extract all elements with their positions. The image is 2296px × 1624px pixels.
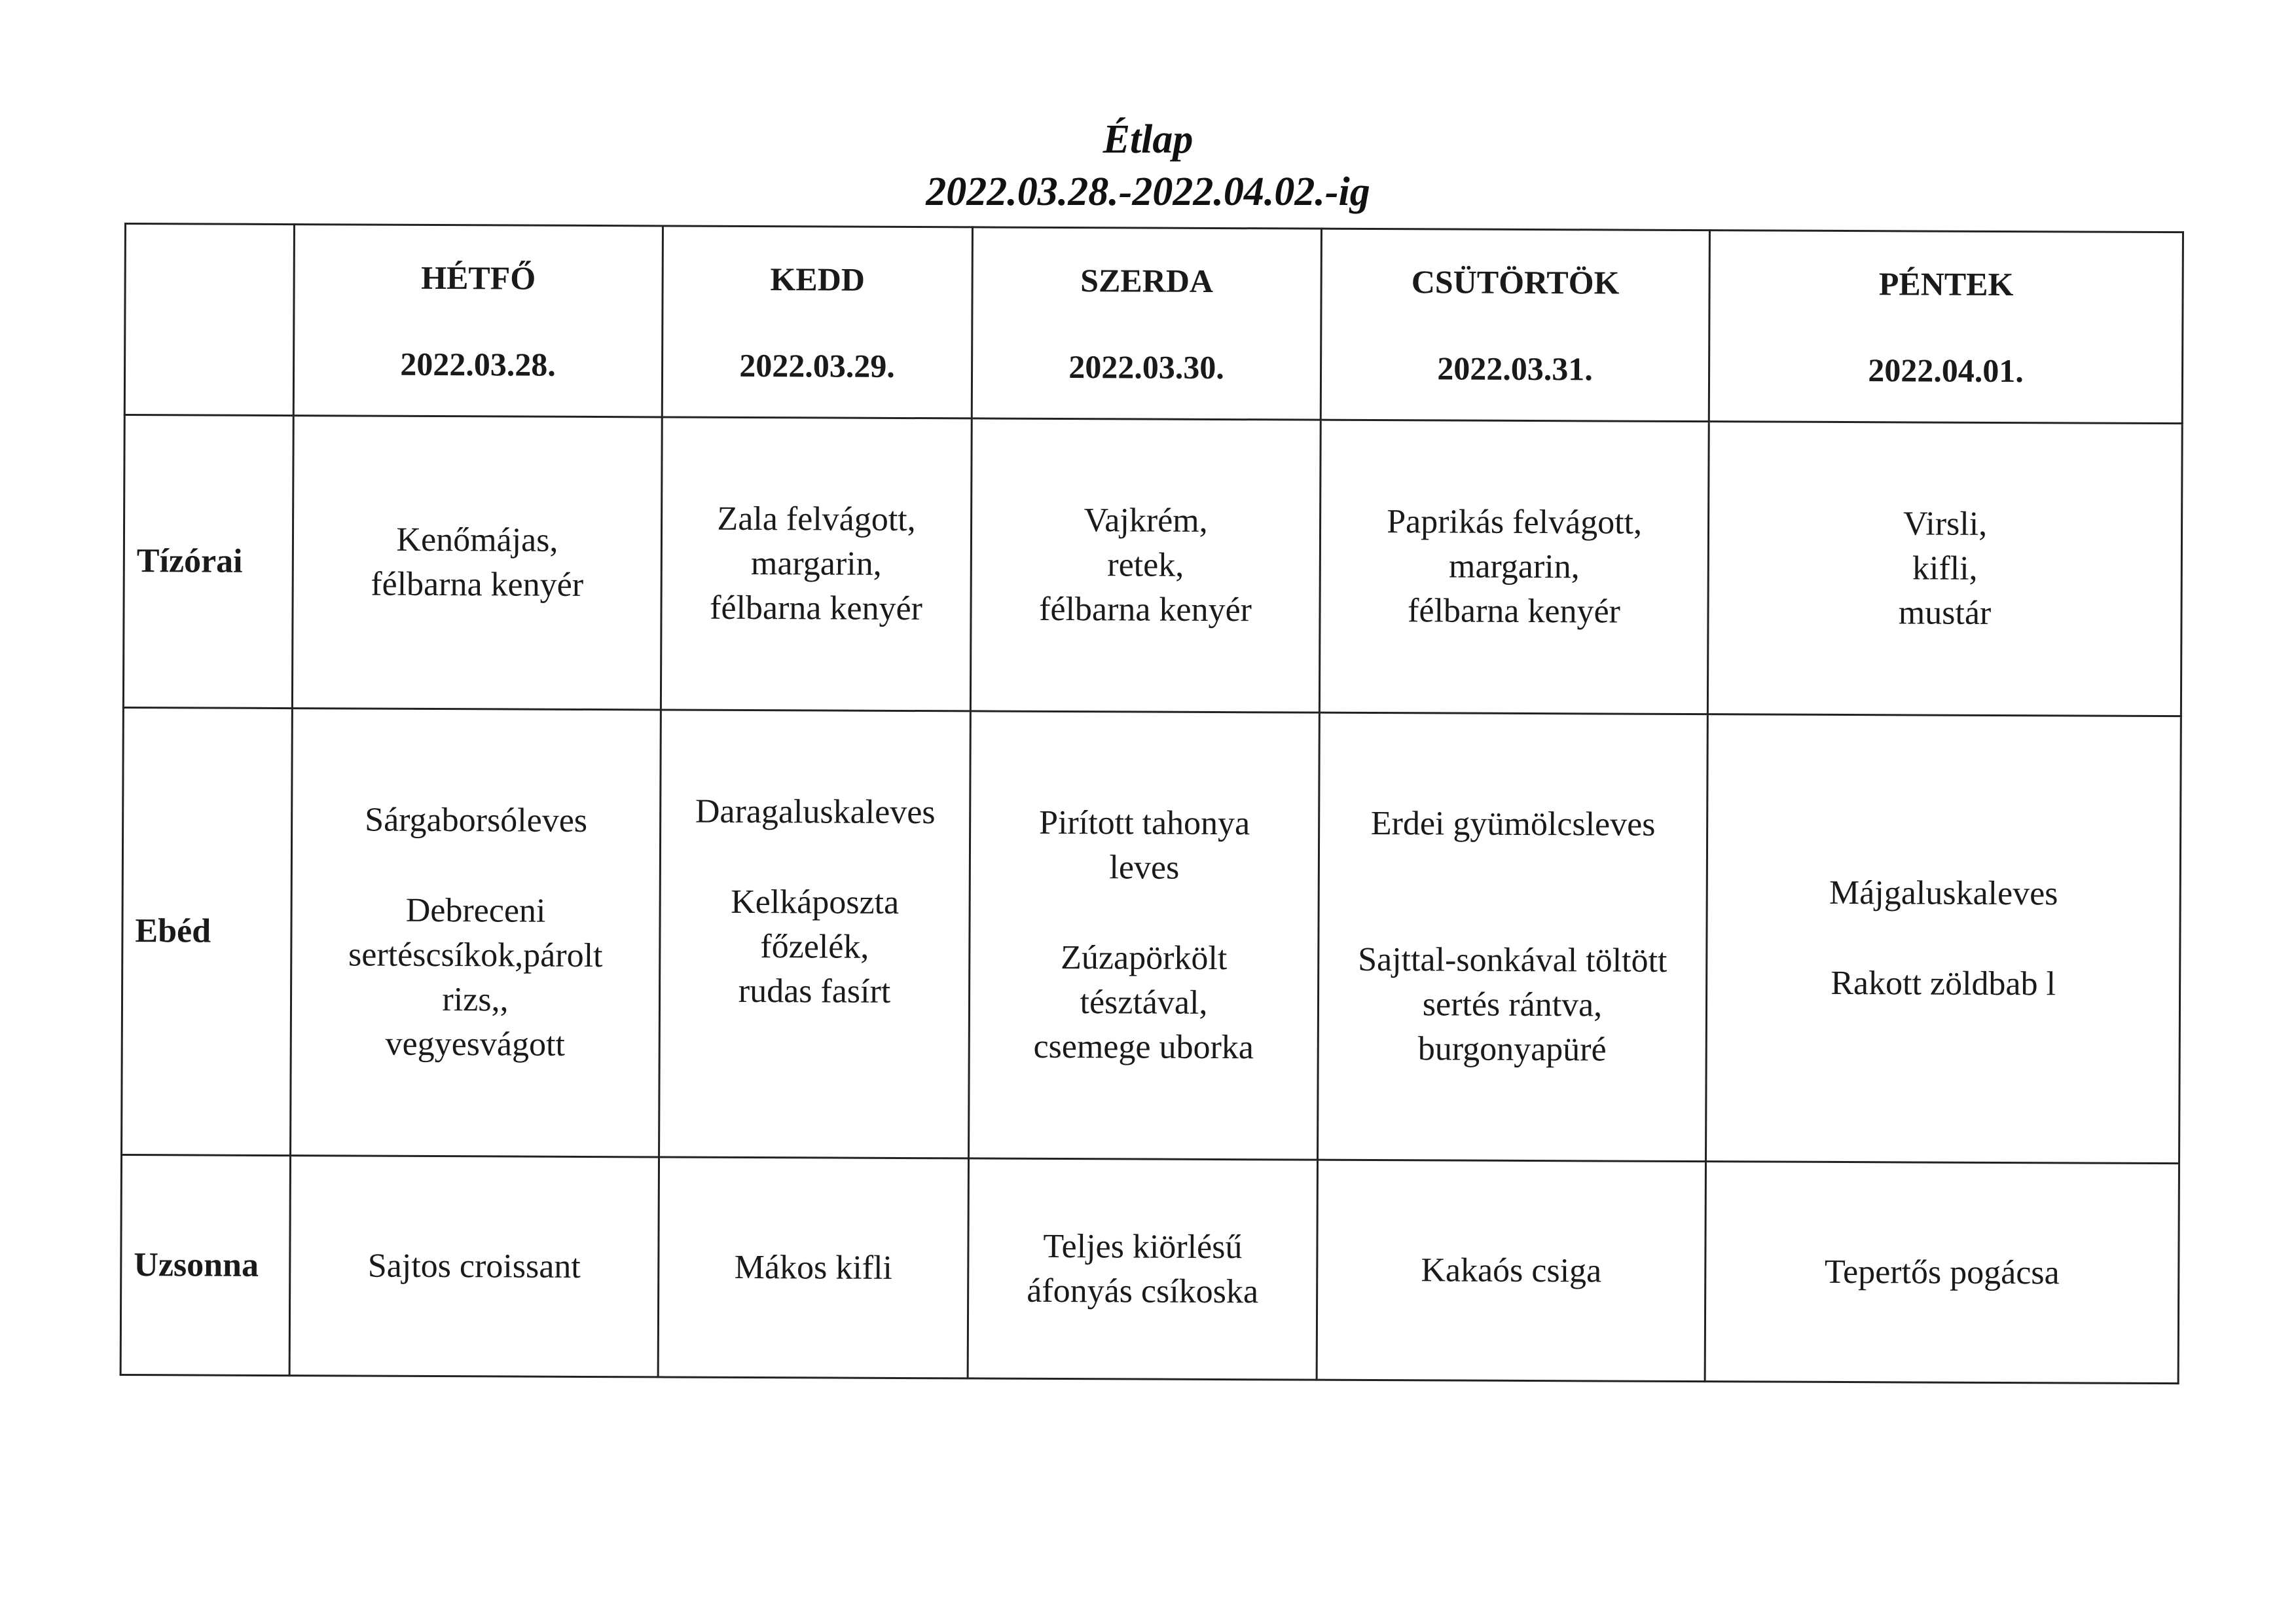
soup-line: Sárgaborsóleves: [365, 801, 588, 840]
menu-line: Vajkrém,: [1084, 502, 1208, 540]
day-date: 2022.03.28.: [400, 345, 556, 383]
menu-line: Kenőmájas,: [396, 521, 558, 559]
day-name: HÉTFŐ: [421, 259, 536, 297]
day-date: 2022.03.31.: [1437, 349, 1593, 387]
menu-cell: [658, 1157, 968, 1378]
menu-line: Sajtos croissant: [367, 1247, 581, 1285]
main-line: sertés rántva,: [1422, 986, 1603, 1024]
soup-line: leves: [1109, 849, 1180, 887]
menu-line: Kakaós csiga: [1421, 1251, 1602, 1289]
day-name: SZERDA: [1080, 261, 1214, 299]
main-line: rudas fasírt: [738, 972, 891, 1010]
ebed-row: [122, 707, 2181, 1163]
day-date: 2022.04.01.: [1868, 351, 2024, 389]
menu-line: félbarna kenyér: [371, 565, 584, 604]
menu-cell: [969, 711, 1320, 1160]
menu-line: félbarna kenyér: [1408, 592, 1621, 631]
menu-cell: [289, 1156, 659, 1377]
menu-line: Tepertős pogácsa: [1824, 1253, 2060, 1291]
main-line: burgonyapüré: [1417, 1030, 1607, 1069]
main-line: Rakott zöldbab l: [1831, 964, 2056, 1003]
menu-cell: [1707, 422, 2182, 716]
menu-cell: [970, 418, 1321, 712]
row-label: Tízórai: [123, 415, 293, 709]
menu-line: mustár: [1898, 594, 1992, 632]
soup-line: Pirított tahonya: [1039, 803, 1250, 843]
day-header: [293, 225, 663, 417]
main-line: Zúzapörkölt: [1061, 939, 1228, 978]
menu-cell: [661, 417, 972, 711]
soup-line: Daragaluskaleves: [695, 792, 936, 832]
menu-line: Virsli,: [1903, 505, 1988, 543]
main-line: Kelkáposzta: [731, 883, 900, 921]
main-line: Debreceni: [405, 891, 546, 930]
menu-line: kifli,: [1912, 549, 1978, 587]
tizorai-row: [123, 415, 2182, 716]
menu-cell: [968, 1158, 1317, 1380]
day-name: PÉNTEK: [1878, 265, 2014, 303]
main-line: sertéscsíkok,párolt: [348, 936, 603, 975]
menu-line: margarin,: [750, 545, 882, 583]
header-row: [124, 224, 2183, 424]
menu-cell: [659, 710, 971, 1158]
corner-cell: [124, 224, 294, 416]
row-label: Uzsonna: [120, 1154, 290, 1375]
main-line: tésztával,: [1080, 984, 1208, 1022]
menu-cell: [1317, 1160, 1705, 1381]
menu-cell: [1705, 1162, 2179, 1384]
menu-cell: [1706, 714, 2181, 1164]
menu-period: 2022.03.28.-2022.04.02.-ig: [926, 170, 1370, 214]
day-header: [662, 226, 972, 418]
day-name: CSÜTÖRTÖK: [1411, 263, 1620, 301]
menu-line: Teljes kiörlésű: [1043, 1227, 1243, 1266]
menu-cell: [1318, 712, 1708, 1161]
menu-line: áfonyás csíkoska: [1027, 1272, 1259, 1310]
day-header: [1709, 231, 2183, 424]
uzsonna-row: [120, 1154, 2179, 1383]
main-line: vegyesvágott: [385, 1025, 566, 1063]
main-line: rizs,,: [442, 981, 509, 1019]
day-header: [1321, 229, 1709, 421]
menu-line: félbarna kenyér: [1039, 590, 1252, 629]
menu-line: margarin,: [1448, 547, 1580, 586]
page-title: Étlap: [1102, 117, 1194, 162]
menu-line: retek,: [1107, 546, 1184, 584]
menu-cell: [292, 416, 662, 710]
day-date: 2022.03.29.: [739, 346, 895, 384]
menu-cell: [291, 709, 661, 1157]
menu-line: félbarna kenyér: [710, 589, 923, 628]
menu-table: [120, 223, 2184, 1384]
menu-line: Zala felvágott,: [717, 500, 916, 539]
menu-line: Mákos kifli: [734, 1248, 893, 1287]
menu-line: Paprikás felvágott,: [1387, 503, 1643, 542]
day-header: [972, 227, 1321, 420]
main-line: főzelék,: [760, 928, 869, 966]
menu-cell: [1319, 420, 1709, 714]
main-line: Sajttal-sonkával töltött: [1358, 940, 1667, 980]
day-date: 2022.03.30.: [1068, 348, 1224, 386]
soup-line: Májgaluskaleves: [1829, 874, 2058, 913]
soup-line: Erdei gyümölcsleves: [1370, 804, 1656, 843]
row-label: Ebéd: [122, 707, 293, 1155]
day-name: KEDD: [770, 260, 866, 298]
main-line: csemege uborka: [1033, 1027, 1254, 1067]
